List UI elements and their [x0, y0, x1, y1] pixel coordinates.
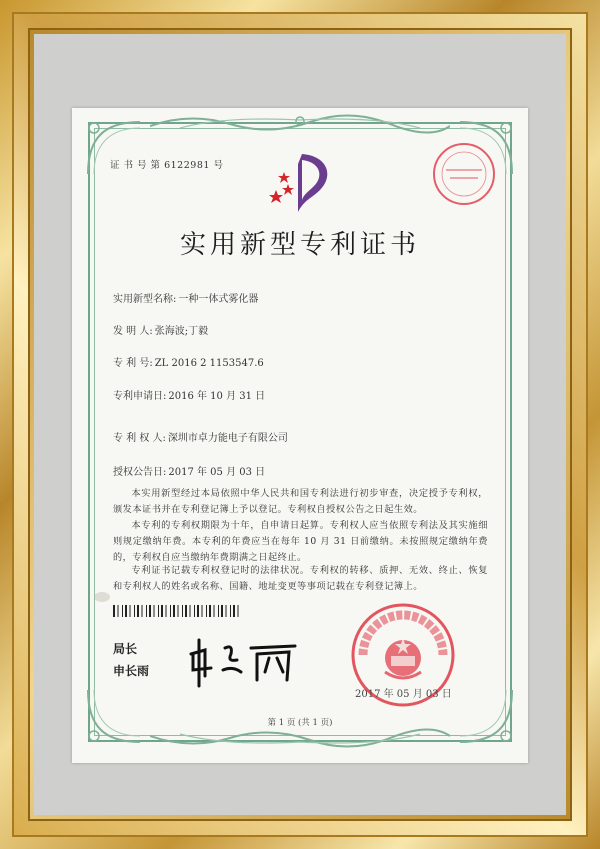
field-label: 专 利 号: [113, 358, 153, 369]
field-grant-date [113, 463, 265, 478]
handwritten-signature [185, 630, 305, 690]
barcode-bar [185, 605, 187, 617]
signatory-name: 申长雨 [113, 664, 150, 678]
barcode-icon [113, 605, 243, 617]
certificate-number-value: 6122981 [164, 160, 210, 171]
barcode-bar [149, 605, 151, 617]
body-paragraph: 专利证书记载专利权登记时的法律状况。专利权的转移、质押、无效、终止、恢复和专利权人的姓名或名称、国籍、地址变更等事项记载在专利登记簿上。 [113, 565, 488, 592]
barcode-bar [214, 605, 215, 617]
barcode-bar [134, 605, 135, 617]
field-value: 张海波;丁毅 [154, 326, 209, 337]
barcode-bar [190, 605, 191, 617]
barcode-bar [209, 605, 211, 617]
barcode-bar [194, 605, 195, 617]
barcode-bar [161, 605, 163, 617]
top-ornament-icon [150, 112, 450, 134]
field-value: ZL 2016 2 1153547.6 [154, 358, 264, 369]
barcode-bar [146, 605, 147, 617]
certificate-number [110, 157, 223, 171]
barcode-bar [170, 605, 171, 617]
barcode-bar [178, 605, 179, 617]
field-utility-model-name [113, 290, 258, 305]
barcode-bar [226, 605, 227, 617]
patent-office-logo-icon [262, 150, 342, 216]
signatory-title: 局长 [113, 642, 138, 656]
barcode-bar [158, 605, 159, 617]
field-label: 授权公告日: [113, 467, 167, 478]
page-number: 第 1 页 (共 1 页) [267, 718, 333, 728]
barcode-bar [206, 605, 207, 617]
field-label: 专 利 权 人: [113, 433, 166, 444]
barcode-bar [118, 605, 119, 617]
field-value: 2017 年 05 月 03 日 [168, 467, 266, 478]
barcode-bar [113, 605, 115, 617]
barcode-bar [166, 605, 167, 617]
field-label: 实用新型名称: [113, 294, 177, 305]
barcode-bar [122, 605, 123, 617]
barcode-bar [130, 605, 131, 617]
barcode-bar [182, 605, 183, 617]
barcode-bar [142, 605, 143, 617]
field-value: 一种一体式雾化器 [178, 294, 259, 305]
field-inventor [113, 322, 208, 337]
barcode-bar [137, 605, 139, 617]
field-patent-number [113, 354, 264, 369]
barcode-bar [173, 605, 175, 617]
barcode-bar [218, 605, 219, 617]
agency-stamp-icon [430, 140, 498, 208]
barcode-bar [238, 605, 239, 617]
certificate-number-suffix: 号 [213, 160, 224, 171]
body-paragraph: 本专利的专利权期限为十年，自申请日起算。专利权人应当依照专利法及其实施细则规定缴纳年费。本专利的年费应当在每年 10 月 31 日前缴纳。未按照规定缴纳年费的，专利权自应当缴纳年费期满之日起终止。 [113, 520, 488, 563]
bottom-ornament-icon [150, 728, 450, 750]
field-value: 深圳市卓力能电子有限公司 [167, 433, 288, 444]
barcode-bar [154, 605, 155, 617]
certificate-number-label: 证 书 号 第 [110, 160, 161, 171]
field-patentee [113, 429, 288, 444]
body-paragraph: 本实用新型经过本局依照中华人民共和国专利法进行初步审查，决定授予专利权，颁发本证书并在专利登记簿上予以登记。专利权自授权公告之日起生效。 [113, 488, 488, 515]
certificate-title: 实用新型专利证书 [179, 230, 420, 260]
barcode-bar [230, 605, 231, 617]
field-label: 发 明 人: [113, 326, 153, 337]
barcode-bar [197, 605, 199, 617]
field-label: 专利申请日: [113, 391, 167, 402]
barcode-bar [202, 605, 203, 617]
barcode-bar [233, 605, 235, 617]
seal-date: 2017 年 05 月 03 日 [355, 689, 452, 700]
barcode-bar [221, 605, 223, 617]
field-filing-date [113, 387, 265, 402]
stain-mark [92, 590, 112, 604]
barcode-bar [125, 605, 127, 617]
field-value: 2016 年 10 月 31 日 [168, 391, 266, 402]
